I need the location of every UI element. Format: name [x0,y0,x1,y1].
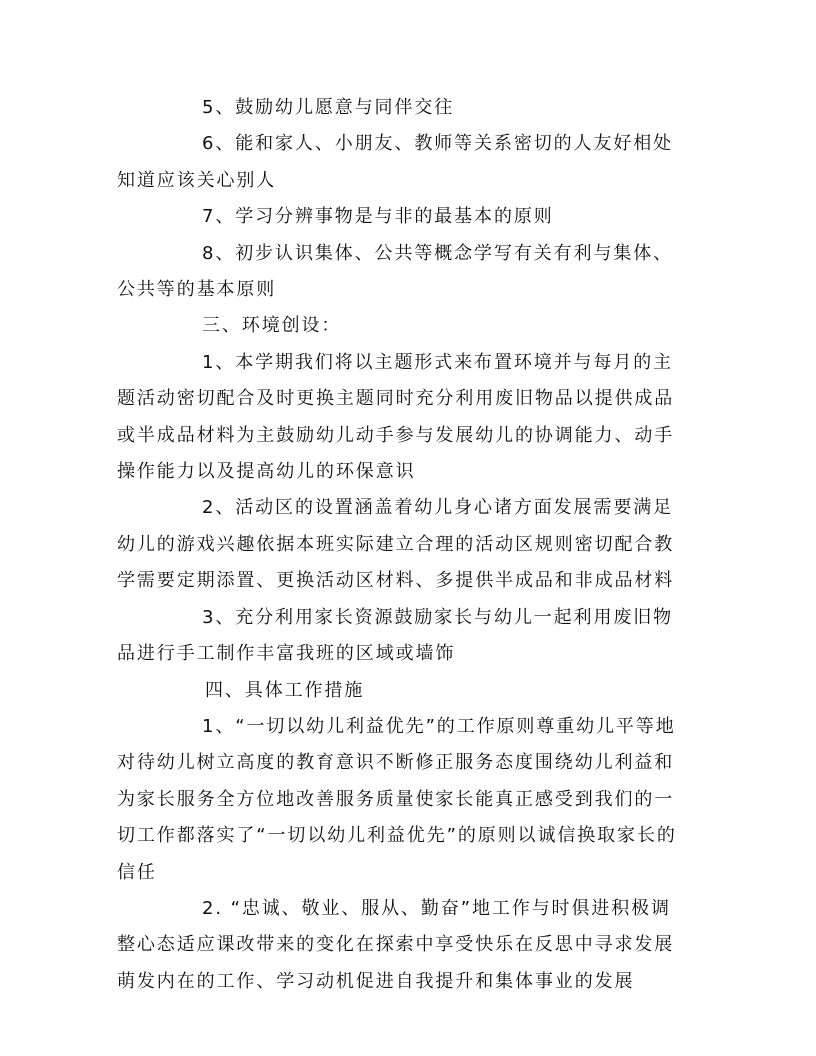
paragraph-environment-2: 2、活动区的设置涵盖着幼儿身心诸方面发展需要满足幼儿的游戏兴趣依据本班实际建立合理的活动区规则密切配合教学需要定期添置、更换活动区材料、多提供半成品和非成品材料 [117,497,675,592]
paragraph-measures-1: 1、“一切以幼儿利益优先”的工作原则尊重幼儿平等地对待幼儿树立高度的教育意识不断修正服务态度围绕幼儿利益和为家长服务全方位地改善服务质量使家长能真正感受到我们的一切工作都落实了“一切以幼儿利益优先”的原则以诚信换取家长的信任 [117,715,677,883]
paragraph-item-8: 8、初步认识集体、公共等概念学写有关有利与集体、公共等的基本原则 [117,242,674,301]
paragraph-item-5: 5、鼓励幼儿愿意与同伴交往 [202,97,455,118]
paragraph-item-7: 7、学习分辨事物是与非的最基本的原则 [202,206,554,228]
paragraph-environment-1: 1、本学期我们将以主题形式来布置环境并与每月的主题活动密切配合及时更换主题同时充分利用废旧物品以提供成品或半成品材料为主鼓励幼儿动手参与发展幼儿的协调能力、动手操作能力以及提高幼儿的环保意识 [117,351,675,483]
paragraph-measures-2: 2. “忠诚、敬业、服从、勤奋”地工作与时俱进积极调整心态适应课改带来的变化在探索中享受快乐在反思中寻求发展萌发内在的工作、学习动机促进自我提升和集体事业的发展 [117,897,675,992]
paragraph-environment-3: 3、充分利用家长资源鼓励家长与幼儿一起利用废旧物品进行手工制作丰富我班的区域或墙饰 [117,606,674,665]
document-body [117,90,688,1000]
paragraph-item-6: 6、能和家人、小朋友、教师等关系密切的人友好相处知道应该关心别人 [117,133,674,191]
section-heading-measures: 四、具体工作措施 [205,679,365,701]
section-heading-environment: 三、环境创设： [202,315,342,337]
